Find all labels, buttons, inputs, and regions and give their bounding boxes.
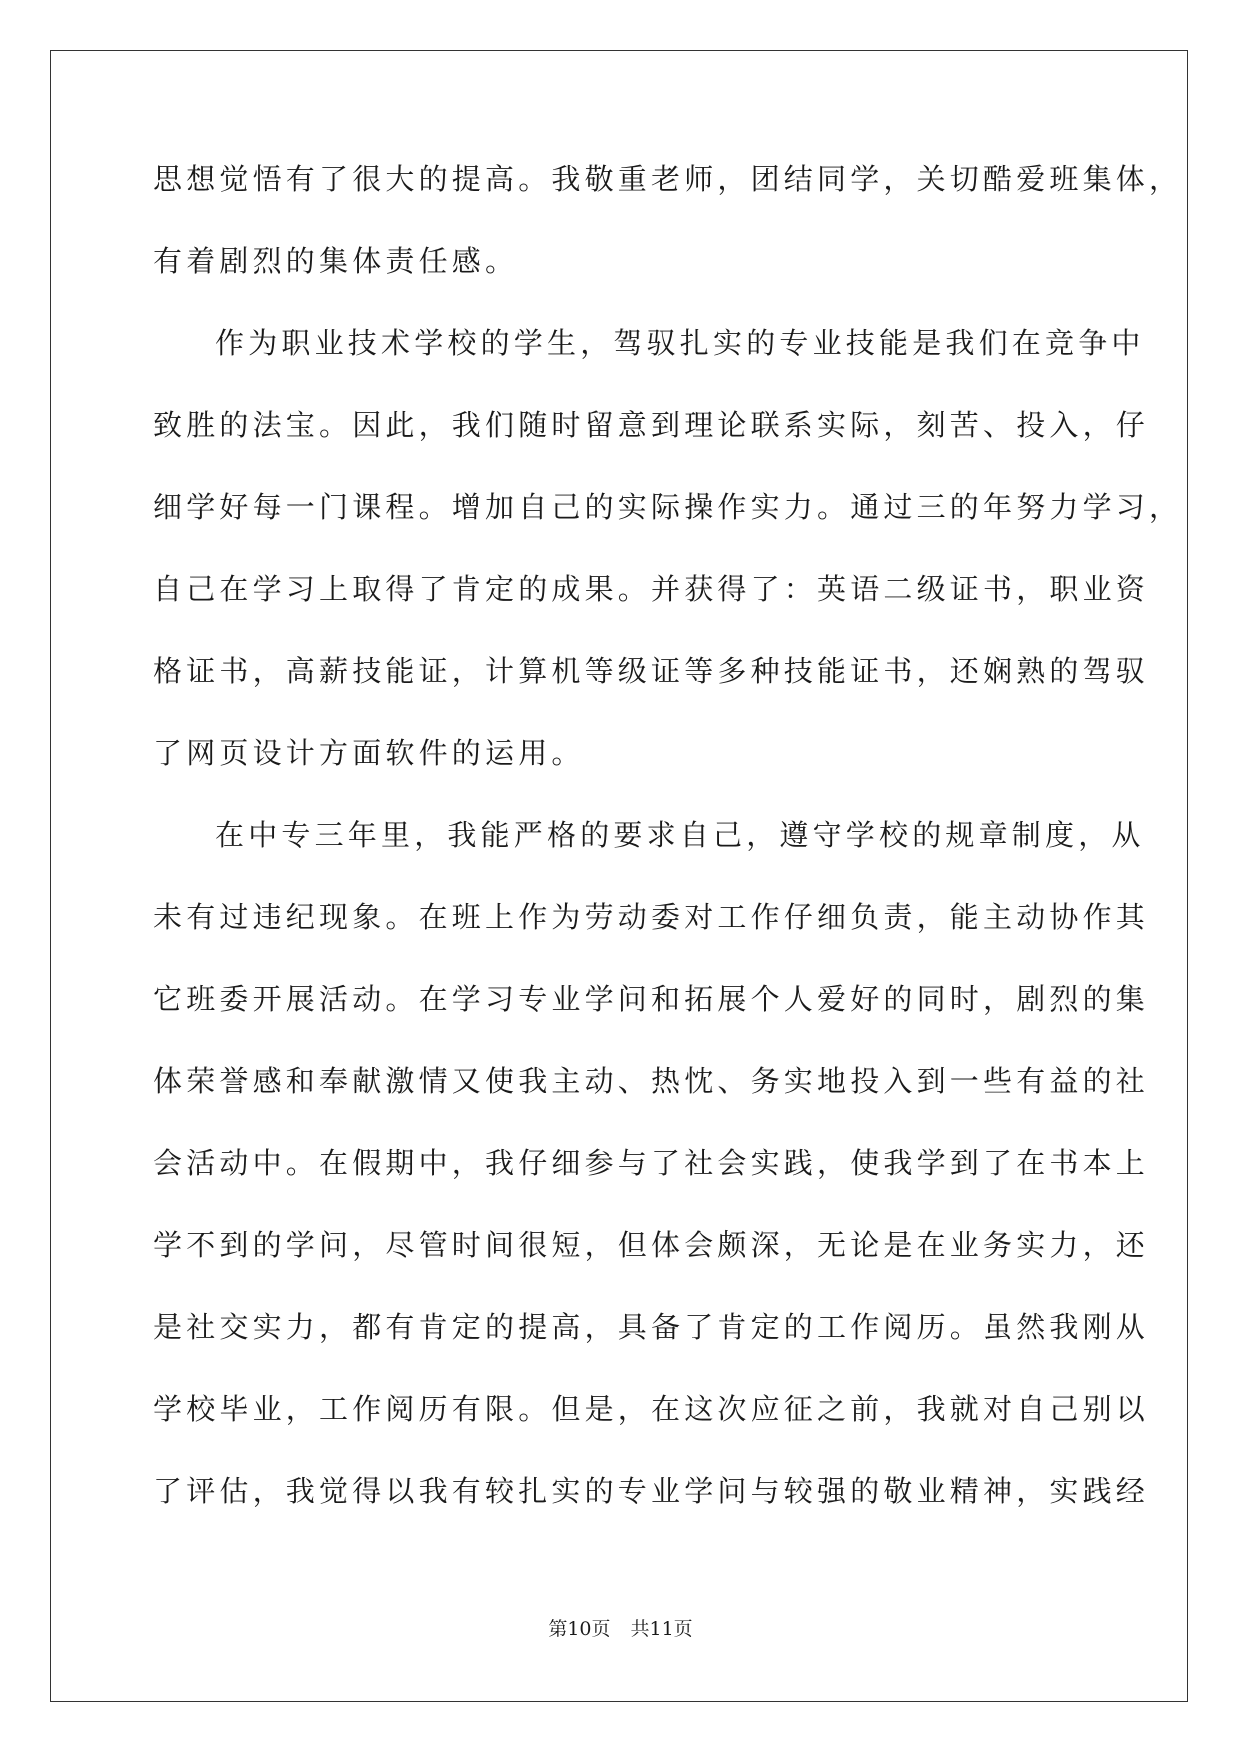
page-footer xyxy=(0,1617,1241,1641)
text-line: 在中专三年里，我能严格的要求自己，遵守学校的规章制度，从 xyxy=(215,818,1145,852)
text-line: 自己在学习上取得了肯定的成果。并获得了：英语二级证书，职业资 xyxy=(153,572,1150,606)
text-line: 学不到的学问，尽管时间很短，但体会颇深，无论是在业务实力，还 xyxy=(153,1228,1150,1262)
document-body xyxy=(153,162,1183,1559)
text-line: 思想觉悟有了很大的提高。我敬重老师，团结同学，关切酷爱班集体， xyxy=(153,162,1183,196)
text-line: 有着剧烈的集体责任感。 xyxy=(153,244,519,278)
page-total: 共11页 xyxy=(630,1618,693,1640)
text-line: 会活动中。在假期中，我仔细参与了社会实践，使我学到了在书本上 xyxy=(153,1146,1150,1180)
text-line: 它班委开展活动。在学习专业学问和拓展个人爱好的同时，剧烈的集 xyxy=(153,982,1150,1016)
text-line: 未有过违纪现象。在班上作为劳动委对工作仔细负责，能主动协作其 xyxy=(153,900,1150,934)
text-line: 是社交实力，都有肯定的提高，具备了肯定的工作阅历。虽然我刚从 xyxy=(153,1310,1150,1344)
text-line: 格证书，高薪技能证，计算机等级证等多种技能证书，还娴熟的驾驭 xyxy=(153,654,1150,688)
paragraph-3 xyxy=(153,818,1150,1508)
text-line: 学校毕业，工作阅历有限。但是，在这次应征之前，我就对自己别以 xyxy=(153,1392,1150,1426)
text-line: 作为职业技术学校的学生，驾驭扎实的专业技能是我们在竞争中 xyxy=(215,326,1145,360)
paragraph-2 xyxy=(153,326,1183,770)
text-line: 了评估，我觉得以我有较扎实的专业学问与较强的敬业精神，实践经 xyxy=(153,1474,1150,1508)
page-number: 第10页 xyxy=(548,1618,611,1640)
text-line: 细学好每一门课程。增加自己的实际操作实力。通过三的年努力学习， xyxy=(153,490,1183,524)
paragraph-1 xyxy=(153,162,1183,278)
text-line: 体荣誉感和奉献激情又使我主动、热忱、务实地投入到一些有益的社 xyxy=(153,1064,1150,1098)
text-line: 了网页设计方面软件的运用。 xyxy=(153,736,585,770)
text-line: 致胜的法宝。因此，我们随时留意到理论联系实际，刻苦、投入，仔 xyxy=(153,408,1150,442)
